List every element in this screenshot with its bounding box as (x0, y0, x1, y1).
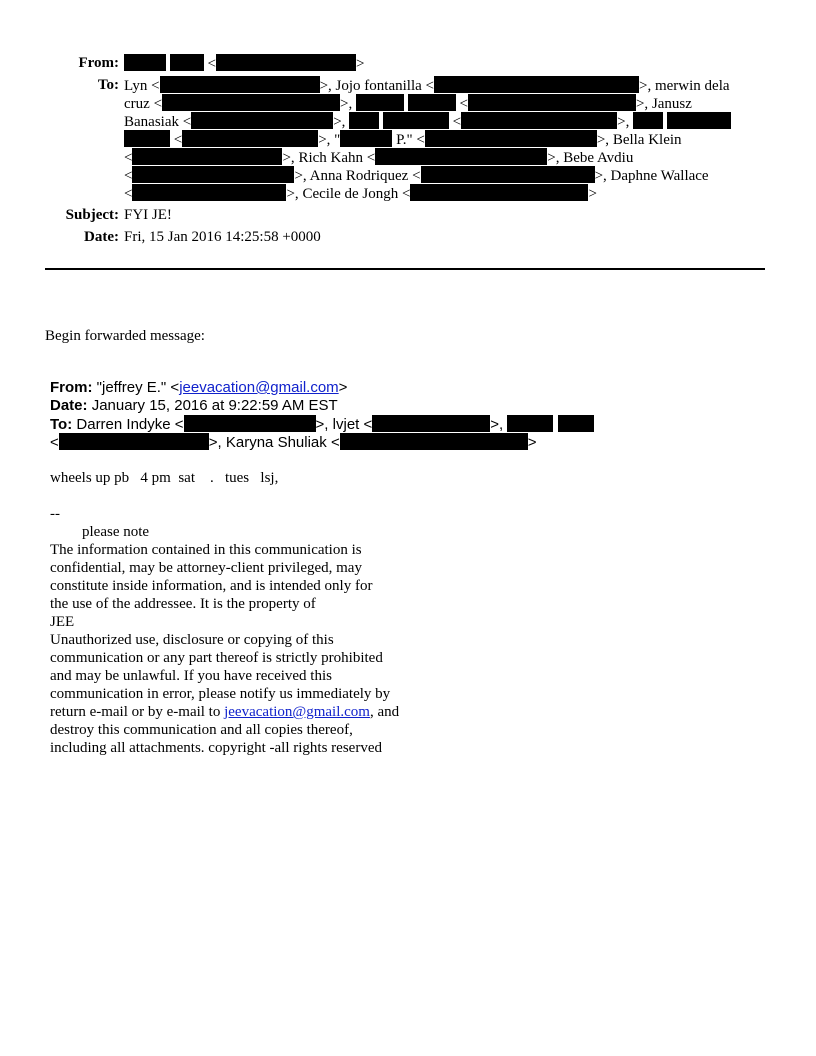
redaction (191, 112, 333, 129)
redaction (633, 112, 663, 129)
redaction (132, 148, 282, 165)
redaction (558, 415, 594, 432)
redaction (340, 130, 392, 147)
recipient-name: Karyna Shuliak (225, 434, 327, 451)
disclaimer-line: Unauthorized use, disclosure or copying of this (50, 632, 334, 648)
to-line-3: Banasiak < >, < >, (124, 112, 731, 131)
recipient-name: Lyn (124, 78, 148, 94)
recipient-name: Rich Kahn (298, 150, 364, 166)
subject-label: Subject: (65, 207, 119, 223)
redaction (132, 184, 286, 201)
disclaimer-line: including all attachments. copyright -all rights reserved (50, 740, 382, 756)
redaction (132, 166, 294, 183)
subject-value: FYI JE! (124, 207, 172, 223)
redaction (160, 76, 320, 93)
redaction (410, 184, 588, 201)
header-divider (45, 268, 765, 270)
message-text: wheels up pb 4 pm sat . tues lsj, (50, 470, 279, 486)
disclaimer-line: communication or any part thereof is strictly prohibited (50, 650, 383, 666)
recipient-name: Banasiak (124, 114, 179, 130)
redaction (372, 415, 490, 432)
recipient-name: Bella Klein (612, 132, 682, 148)
redaction (59, 433, 209, 450)
forwarded-from-name: "jeffrey E." (96, 379, 167, 396)
redaction (434, 76, 639, 93)
recipient-name: Daphne Wallace (610, 168, 709, 184)
redaction (383, 112, 449, 129)
redaction (421, 166, 595, 183)
forwarded-date (50, 397, 338, 415)
redaction (340, 433, 528, 450)
please-note: please note (82, 524, 150, 540)
recipient-name: merwin dela (654, 78, 730, 94)
disclaimer-line: and may be unlawful. If you have received this (50, 668, 332, 684)
disclaimer-line: destroy this communication and all copies thereof, (50, 722, 353, 738)
recipient-name: Cecile de Jongh (302, 186, 399, 202)
to-line-5: < >, Rich Kahn < >, Bebe Avdiu (124, 150, 634, 166)
redaction (349, 112, 379, 129)
date-value: Fri, 15 Jan 2016 14:25:58 +0000 (124, 229, 321, 245)
redaction (425, 130, 597, 147)
disclaimer-line: communication in error, please notify us immediately by (50, 686, 391, 702)
disclaimer-line: confidential, may be attorney-client privileged, may (50, 560, 362, 576)
recipient-name: Jojo fontanilla (335, 78, 422, 94)
redaction (124, 54, 166, 71)
redaction (468, 94, 636, 111)
forwarded-from-label: From: (50, 379, 93, 396)
recipient-name: cruz (124, 96, 150, 112)
redaction (408, 94, 456, 111)
date-label: Date: (84, 229, 119, 245)
forwarded-to-line-1: To: Darren Indyke < >, lvjet < >, (50, 415, 594, 434)
redaction (184, 415, 316, 432)
to-line-4: < >, " P." < >, Bella Klein (124, 130, 682, 149)
forwarded-date-label: Date: (50, 397, 88, 414)
recipient-name: P." (396, 132, 413, 148)
redaction (162, 94, 340, 111)
disclaimer-line: The information contained in this communication is (50, 542, 362, 558)
redaction (124, 130, 170, 147)
redaction (375, 148, 547, 165)
to-line-2: cruz < >, < >, Janusz (124, 96, 692, 112)
redaction (356, 94, 404, 111)
signature-separator: -- (50, 506, 60, 522)
recipient-name: lvjet (332, 416, 360, 433)
forwarded-date-value: January 15, 2016 at 9:22:59 AM EST (91, 397, 338, 414)
disclaimer-line: JEE (50, 614, 75, 630)
to-line-1: Lyn < >, Jojo fontanilla < >, merwin dela (124, 78, 730, 94)
recipient-name: Bebe Avdiu (563, 150, 634, 166)
redaction (170, 54, 204, 71)
from-value: < > (124, 54, 364, 73)
recipient-name: Janusz (651, 96, 692, 112)
begin-forwarded: Begin forwarded message: (45, 328, 205, 344)
from-label: From: (78, 55, 119, 71)
recipient-name: Darren Indyke (76, 416, 171, 433)
redaction (182, 130, 318, 147)
to-label: To: (97, 77, 119, 93)
redaction (507, 415, 553, 432)
disclaimer-text: return e-mail or by e-mail to (50, 704, 225, 720)
to-line-7: < >, Cecile de Jongh < > (124, 186, 597, 202)
disclaimer-email-link[interactable]: jeevacation@gmail.com (224, 704, 370, 720)
redaction (216, 54, 356, 71)
redaction (667, 112, 731, 129)
forwarded-from-email-link[interactable]: jeevacation@gmail.com (179, 379, 339, 396)
forwarded-from: From: "jeffrey E." <jeevacation@gmail.com> (50, 379, 348, 396)
forwarded-to-label: To: (50, 416, 73, 433)
disclaimer-line (50, 703, 399, 721)
disclaimer-line: constitute inside information, and is intended only for (50, 578, 373, 594)
to-line-6: < >, Anna Rodriquez < >, Daphne Wallace (124, 168, 709, 184)
forwarded-to-line-2: < >, Karyna Shuliak < > (50, 434, 537, 451)
disclaimer-text: , and (369, 704, 400, 720)
recipient-name: Anna Rodriquez (309, 168, 409, 184)
redaction (461, 112, 617, 129)
disclaimer-line: the use of the addressee. It is the property of (50, 596, 316, 612)
disclaimer (50, 541, 399, 757)
